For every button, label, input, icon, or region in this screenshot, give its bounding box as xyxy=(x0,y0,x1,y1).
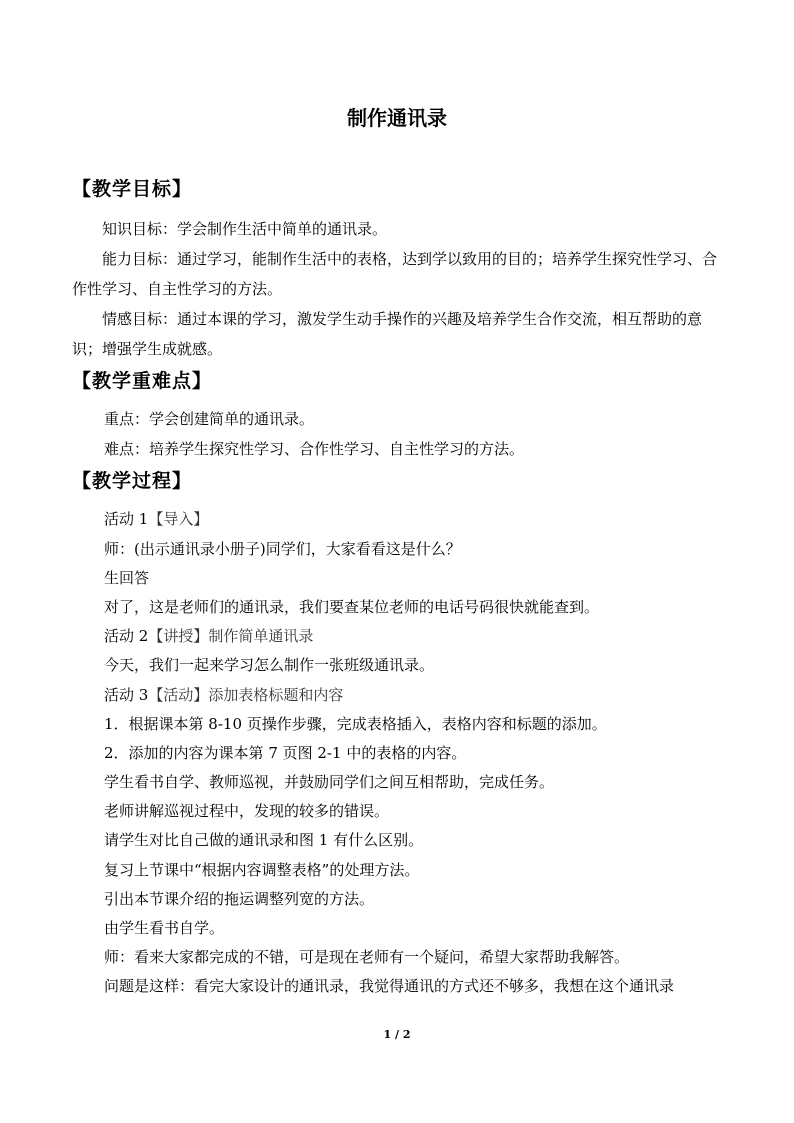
activity-2 xyxy=(104,621,724,651)
section-heading-keypoints: 【教学重难点】 xyxy=(72,370,213,392)
page-title: 制作通讯录 xyxy=(347,106,447,130)
process-line: 学生看书自学、教师巡视，并鼓励同学们之间互相帮助，完成任务。 xyxy=(104,773,555,791)
keypoint-focus: 重点：学会创建简单的通讯录。 xyxy=(104,410,315,428)
process-line: 2．添加的内容为课本第 7 页图 2-1 中的表格的内容。 xyxy=(104,744,467,762)
activity-text: 添加表格标题和内容 xyxy=(208,686,344,704)
process-line: 老师讲解巡视过程中，发现的较多的错误。 xyxy=(104,802,390,820)
process-line: 对了，这是老师们的通讯录，我们要查某位老师的电话号码很快就能查到。 xyxy=(104,598,600,616)
activity-label: 活动 1 xyxy=(104,510,149,528)
activity-tag: 【导入】 xyxy=(148,510,209,528)
process-line: 生回答 xyxy=(104,569,150,587)
process-line: 1．根据课本第 8-10 页操作步骤，完成表格插入，表格内容和标题的添加。 xyxy=(104,715,607,733)
activity-label: 活动 3 xyxy=(104,686,149,704)
page-number: 1 / 2 xyxy=(383,1028,411,1041)
keypoint-difficulty: 难点：培养学生探究性学习、合作性学习、自主性学习的方法。 xyxy=(104,440,525,458)
activity-label: 活动 2 xyxy=(104,627,149,645)
goal-ability: 能力目标：通过学习，能制作生活中的表格，达到学以致用的目的；培养学生探究性学习、合作性学习、自主性学习的方法。 xyxy=(72,250,718,298)
goal-knowledge: 知识目标：学会制作生活中简单的通讯录。 xyxy=(102,220,388,238)
process-line: 问题是这样：看完大家设计的通讯录，我觉得通讯的方式还不够多，我想在这个通讯录 xyxy=(104,977,675,995)
activity-3 xyxy=(104,680,724,710)
process-line: 师：看来大家都完成的不错，可是现在老师有一个疑问，希望大家帮助我解答。 xyxy=(104,948,630,966)
activity-tag: 【讲授】 xyxy=(148,627,209,645)
process-line: 由学生看书自学。 xyxy=(104,919,225,937)
section-heading-process: 【教学过程】 xyxy=(72,470,193,492)
process-line: 今天，我们一起来学习怎么制作一张班级通讯录。 xyxy=(104,656,435,674)
process-line: 引出本节课介绍的拖运调整列宽的方法。 xyxy=(104,890,375,908)
activity-1 xyxy=(104,504,724,534)
section-heading-goals: 【教学目标】 xyxy=(72,178,193,200)
goal-emotion: 情感目标：通过本课的学习，激发学生动手操作的兴趣及培养学生合作交流，相互帮助的意识；增强学生成就感。 xyxy=(72,310,703,358)
activity-tag: 【活动】 xyxy=(148,686,209,704)
activity-text: 制作简单通讯录 xyxy=(208,627,314,645)
process-line: 师：(出示通讯录小册子)同学们，大家看看这是什么？ xyxy=(104,540,461,558)
process-line: 请学生对比自己做的通讯录和图 1 有什么区别。 xyxy=(104,831,424,849)
process-line: 复习上节课中“根据内容调整表格”的处理方法。 xyxy=(104,861,420,879)
